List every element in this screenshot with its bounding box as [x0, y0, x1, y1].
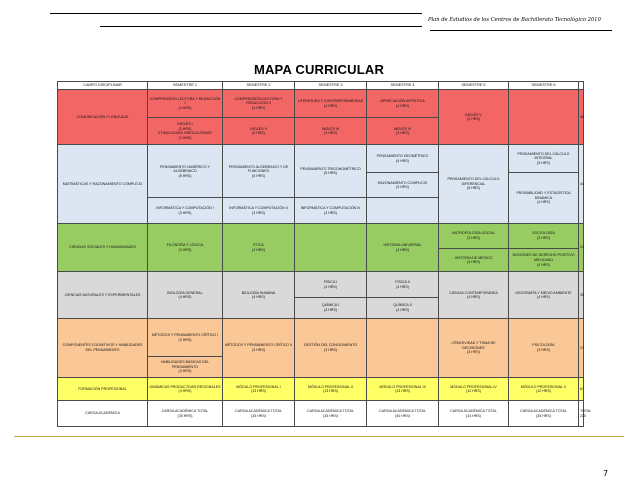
field-label: CARGA ACADÉMICA — [58, 401, 148, 427]
subject-cell: GESTIÓN DEL CONOCIMIENTO (3 HRS) — [295, 318, 367, 377]
subject-cell: INGLÉS IV (3 HRS) — [367, 117, 439, 145]
total-cell: 36 — [579, 90, 584, 145]
subject-cell: RAZONAMIENTO COMPLEJO (3 HRS) — [367, 172, 439, 197]
subject-cell: PENSAMIENTO TRIGONOMÉTRICO (5 HRS) — [295, 145, 367, 198]
subject-cell: SOCIOLOGÍA (3 HRS) — [509, 223, 579, 248]
field-label: COMUNICACIÓN Y LENGUAJE — [58, 90, 148, 145]
col-header: SEMESTRE 5 — [439, 82, 509, 90]
subject-cell: CARGA ACADÉMICA TOTAL (35 HRS) — [148, 401, 223, 427]
table-row — [58, 90, 584, 118]
subject-cell: CARGA ACADÉMICA TOTAL (35 HRS) — [295, 401, 367, 427]
subject-cell: GEOGRAFÍA Y MEDIO AMBIENTE (4 HRS) — [509, 272, 579, 319]
table-row — [58, 401, 584, 427]
col-header: SEMESTRE 1 — [148, 82, 223, 90]
subject-cell: QUÍMICA I (4 HRS) — [295, 297, 367, 318]
table-row — [58, 223, 584, 248]
subject-cell: CARGA ACADÉMICA TOTAL (35 HRS) — [509, 401, 579, 427]
subject-cell: ANTROPOLOGÍA SOCIAL (3 HRS) — [439, 223, 509, 248]
table-row — [58, 272, 584, 297]
subject-cell: PSICOLOGÍA (3 HRS) — [509, 318, 579, 377]
subject-cell: PENSAMIENTO DEL CÁLCULO INTEGRAL (5 HRS) — [509, 145, 579, 173]
subject-cell: QUÍMICA II (4 HRS) — [367, 297, 439, 318]
subject-cell: INFORMÁTICA Y COMPUTACIÓN I (3 HRS) — [148, 198, 223, 223]
subject-cell: BIOLOGÍA GENERAL (4 HRS) — [148, 272, 223, 319]
subject-cell: DINÁMICAS PRODUCTIVAS REGIONALES (4 HRS) — [148, 378, 223, 401]
subject-cell: MÓDULO PROFESIONAL IV (12 HRS) — [439, 378, 509, 401]
subject-cell: FILOSOFÍA Y LÓGICA (3 HRS) — [148, 223, 223, 272]
subject-cell: PENSAMIENTO GEOMÉTRICO (4 HRS) — [367, 145, 439, 173]
subject-cell: MÓDULO PROFESIONAL II (13 HRS) — [295, 378, 367, 401]
subject-cell: CIENCIA CONTEMPORÁNEA (4 HRS) — [439, 272, 509, 319]
subject-cell: CARGA ACADÉMICA TOTAL (35 HRS) — [223, 401, 295, 427]
subject-cell: INGLÉS V (3 HRS) — [439, 90, 509, 145]
footer-rule — [14, 436, 624, 437]
col-header: CAMPO DISCIPLINAR — [58, 82, 148, 90]
subject-cell — [367, 318, 439, 377]
subject-cell: COMPRENSIÓN LECTORA Y REDACCIÓN II (4 HRS) — [223, 90, 295, 118]
field-label: FORMACIÓN PROFESIONAL — [58, 378, 148, 401]
field-label: COMPONENTES COGNITIVOS Y HABILIDADES DEL PENSAMIENTO — [58, 318, 148, 377]
curriculum-table — [57, 81, 592, 427]
table-row — [58, 145, 584, 173]
subject-cell: PENSAMIENTO ALGEBRAICO Y DE FUNCIONES (5 HRS) — [223, 145, 295, 198]
total-cell: 24 — [579, 223, 584, 272]
subject-cell: PENSAMIENTO NUMÉRICO Y ALGEBRAICO (5 HRS) — [148, 145, 223, 198]
subject-cell: MÉTODOS Y PENSAMIENTO CRÍTICO II (3 HRS) — [223, 318, 295, 377]
subject-cell: INGLÉS I (3 HRS) ETIMOLOGÍAS GRECOLATINAS (3 HRS) — [148, 117, 223, 145]
col-header: SEMESTRE 3 — [295, 82, 367, 90]
subject-cell: PENSAMIENTO DEL CÁLCULO DIFERENCIAL (5 HRS) — [439, 145, 509, 223]
subject-cell: NOCIONES DE DERECHO POSITIVO MEXICANO (4 HRS) — [509, 249, 579, 272]
subject-cell: HISTORIA UNIVERSAL (4 HRS) — [367, 223, 439, 272]
subject-cell — [367, 198, 439, 223]
header-text-rule — [430, 30, 612, 31]
subject-cell: MÉTODOS Y PENSAMIENTO CRÍTICO I (3 HRS) — [148, 318, 223, 356]
subject-cell: FÍSICA II (4 HRS) — [367, 272, 439, 297]
subject-cell: HISTORIA DE MÉXICO (4 HRS) — [439, 249, 509, 272]
header-rule-top — [50, 13, 422, 14]
subject-cell: CREATIVIDAD Y TOMA DE DECISIONES (3 HRS) — [439, 318, 509, 377]
subject-cell: MÓDULO PROFESIONAL I (13 HRS) — [223, 378, 295, 401]
subject-cell: APRECIACIÓN ARTÍSTICA (4 HRS) — [367, 90, 439, 118]
page-title: MAPA CURRICULAR — [253, 62, 385, 77]
table-row — [58, 318, 584, 356]
page-number: 7 — [603, 469, 609, 478]
subject-cell — [295, 223, 367, 272]
subject-cell: ÉTICA (3 HRS) — [223, 223, 295, 272]
total-cell: 36 — [579, 272, 584, 319]
total-cell: 67 — [579, 378, 584, 401]
field-label: CIENCIAS NATURALES Y EXPERIMENTALES — [58, 272, 148, 319]
subject-cell: INGLÉS II (3 HRS) — [223, 117, 295, 145]
subject-cell: INFORMÁTICA Y COMPUTACIÓN II (3 HRS) — [223, 198, 295, 223]
col-header: SEMESTRE 4 — [367, 82, 439, 90]
field-label: CIENCIAS SOCIALES Y HUMANIDADES — [58, 223, 148, 272]
col-header: SEMESTRE 2 — [223, 82, 295, 90]
table-row — [58, 378, 584, 401]
subject-cell: COMPRENSIÓN LECTORA Y REDACCIÓN I (4 HRS) — [148, 90, 223, 118]
subject-cell: INGLÉS III (3 HRS) — [295, 117, 367, 145]
subject-cell: INFORMÁTICA Y COMPUTACIÓN III (3 HRS) — [295, 198, 367, 223]
subject-cell: CARGA ACADÉMICA TOTAL (34 HRS) — [439, 401, 509, 427]
subject-cell: MÓDULO PROFESIONAL III (13 HRS) — [367, 378, 439, 401]
subject-cell: FÍSICA I (4 HRS) — [295, 272, 367, 297]
field-label: MATEMÁTICAS Y RAZONAMIENTO COMPLEJO — [58, 145, 148, 223]
header-rule-bottom — [100, 26, 422, 27]
total-cell: 21 — [579, 318, 584, 377]
header-text: Plan de Estudios de los Centros de Bachillerato Tecnológico 2010 — [428, 17, 601, 23]
subject-cell: MÓDULO PROFESIONAL V (12 HRS) — [509, 378, 579, 401]
total-cell: 44 — [579, 145, 584, 223]
col-header — [579, 82, 584, 90]
col-header: SEMESTRE 6 — [509, 82, 579, 90]
subject-cell: LITERATURA Y CONTEMPORANEIDAD (4 HRS) — [295, 90, 367, 118]
subject-cell: HABILIDADES BÁSICAS DEL PENSAMIENTO (3 HRS) — [148, 357, 223, 378]
subject-cell: PROBABILIDAD Y ESTADÍSTICA DINÁMICA (4 HRS) — [509, 172, 579, 223]
total-cell: TOTAL 225 — [579, 401, 584, 427]
subject-cell: CARGA ACADÉMICA TOTAL (40 HRS) — [367, 401, 439, 427]
subject-cell — [509, 90, 579, 145]
table-header-row — [58, 82, 584, 90]
subject-cell: BIOLOGÍA HUMANA (4 HRS) — [223, 272, 295, 319]
